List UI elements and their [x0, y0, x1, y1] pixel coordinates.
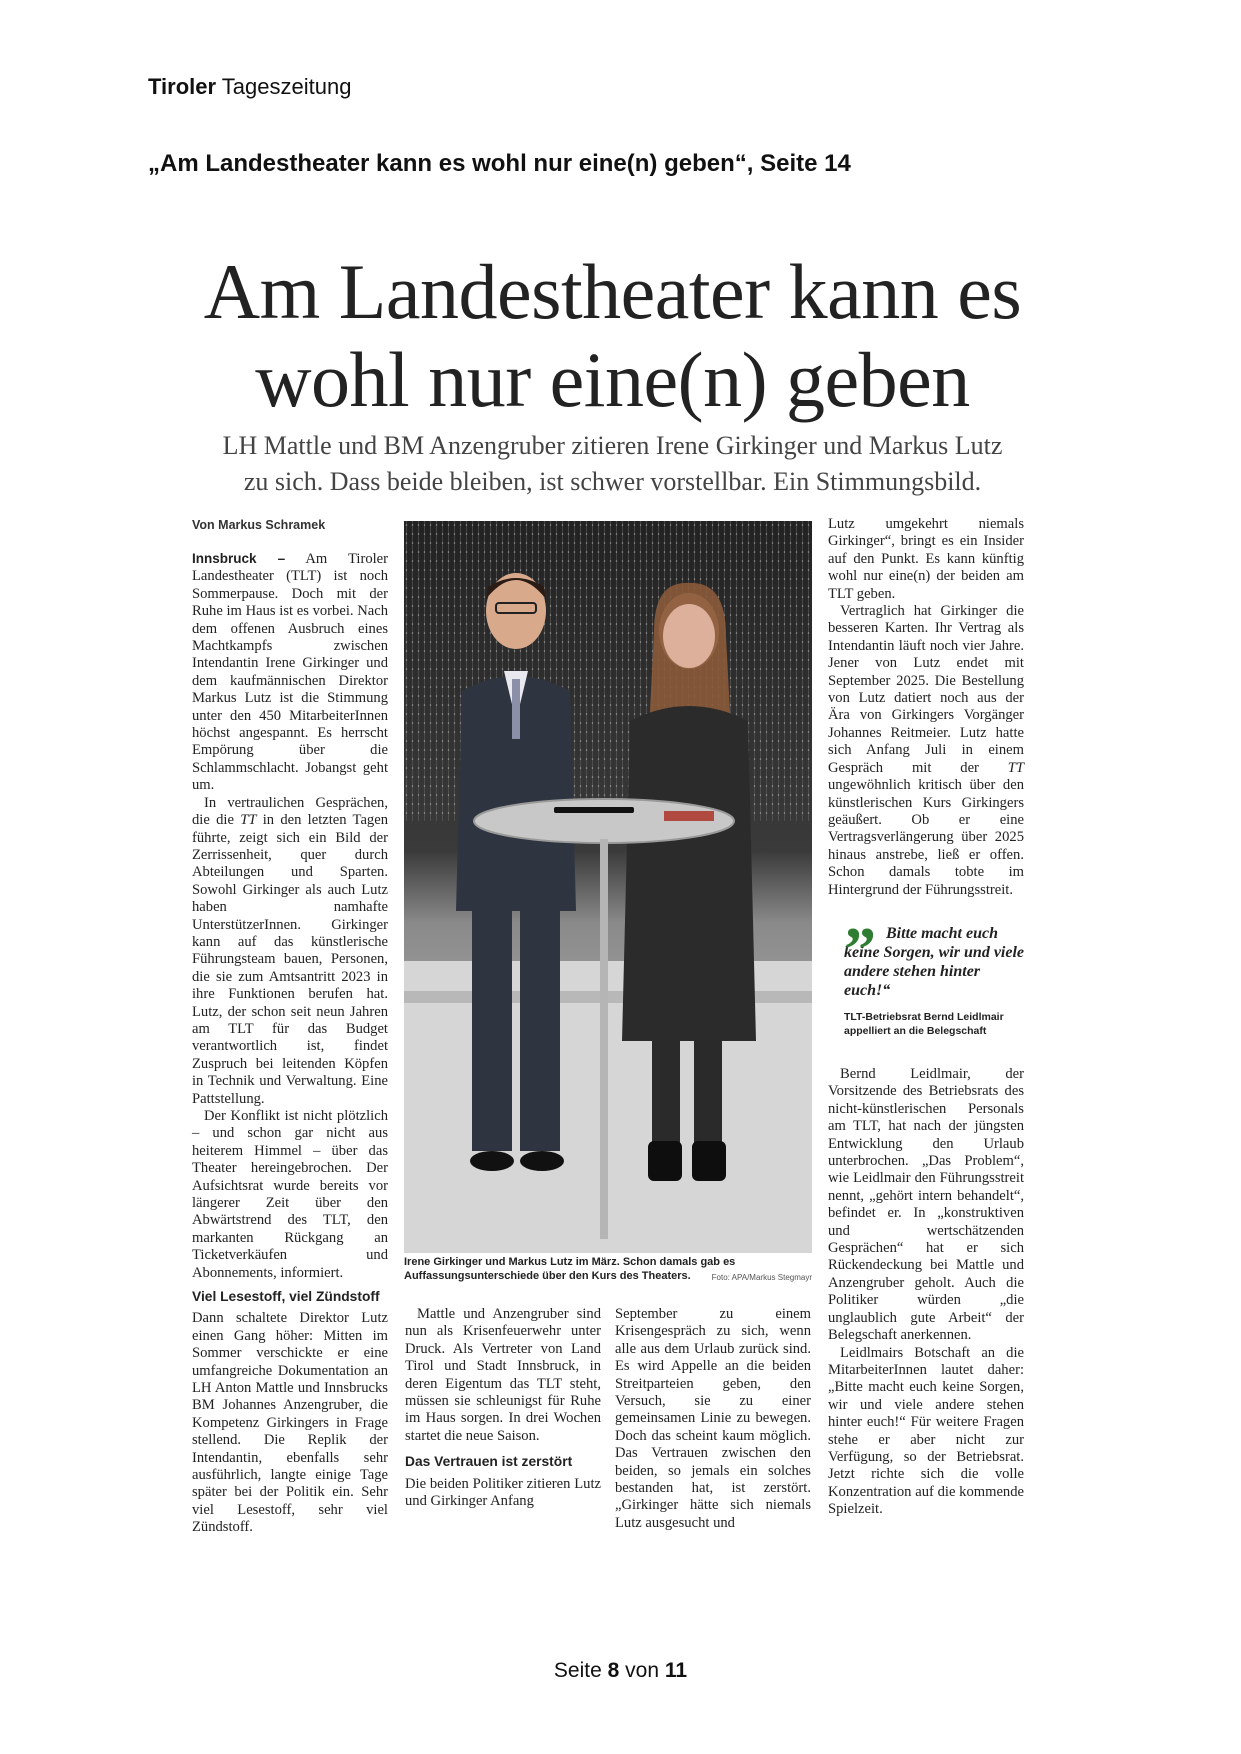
paragraph-9-text-a: Vertraglich hat Girkinger die besseren Karten. Ihr Vertrag als Intendantin läuft noch vier Jahre. Jener von Lutz endet mit September 2025. Die Bestellung von Lutz datiert noch aus der Ära von Girkingers Vorgänger Johannes Reitmeier. Lutz hatte sich Anfang Juli in einem Gespräch mit der [828, 603, 1024, 776]
page-number-prefix: Seite [553, 1659, 602, 1682]
article-column-1 [192, 550, 388, 1282]
page-number-middle: von [625, 1659, 660, 1682]
article-column-1-lower [192, 1280, 388, 1537]
article-column-4-lower [828, 1066, 1024, 1519]
paragraph-8: Lutz umgekehrt niemals Girkinger“, bringt es ein Insider auf den Punkt. Es kann künftig wohl nur eine(n) der beiden am TLT geben. [828, 516, 1024, 602]
photo-illustration [404, 521, 812, 1253]
paragraph-4: Dann schaltete Direktor Lutz einen Gang höher: Mitten im Sommer verschickte er eine umfangreiche Dokumentation an LH Anton Mattle und Innsbrucks BM Johannes Anzengruber, die Kompetenz Girkingers in Frage stellend. Die Replik der Intendantin, ebenfalls sehr ausführlich, langte einige Tage später bei der Politik ein. Sehr viel Lesestoff, sehr viel Zündstoff. [192, 1310, 388, 1536]
article-subheadline [175, 428, 1050, 500]
article-column-2 [405, 1306, 601, 1510]
subheading-lesestoff: Viel Lesestoff, viel Zündstoff [192, 1289, 380, 1304]
page-number-current: 8 [607, 1659, 620, 1682]
paragraph-2-tt: TT [240, 812, 257, 829]
paragraph-7: September zu einem Krisengespräch zu sich, wenn alle aus dem Urlaub zurück sind. Es wird Appelle an die beiden Streitparteien geben, den Versuch, sie zu einer gemeinsamen Linie zu bewegen. Doch das scheint kaum möglich. Das Vertrauen zwischen den beiden, so jemals ein solches bestanden hat, ist zerstört. „Girkinger hätte sich niemals Lutz ausgesucht und [615, 1306, 811, 1531]
publication-name [148, 74, 351, 100]
headline-line-1: Am Landestheater kann es [203, 248, 1022, 335]
byline: Von Markus Schramek [192, 518, 326, 532]
quote-mark-icon: ” [844, 914, 876, 985]
caption-text: Irene Girkinger und Markus Lutz im März. Schon damals gab es Auffassungsunterschiede über den Kurs des Theaters. [404, 1256, 736, 1282]
dateline: Innsbruck – [192, 551, 286, 566]
subheading-vertrauen: Das Vertrauen ist zerstört [405, 1454, 573, 1470]
quote-source [844, 1010, 1024, 1038]
paragraph-9-text-b: ungewöhnlich kritisch über den künstlerischen Kurs Girkingers geäußert. Ob er eine Vertragsverlängerung über 2025 hinaus anstrebe, ließ er offen. Schon damals tobte im Hintergrund der Führungsstreit. [828, 777, 1024, 898]
paragraph-5: Mattle und Anzengruber sind nun als Krisenfeuerwehr unter Druck. Als Vertreter von Land Tirol und Stadt Innsbruck, in deren Eigentum das TLT steht, müssen sie schleunigst für Ruhe im Haus sorgen. In drei Wochen startet die neue Saison. [405, 1306, 601, 1444]
paragraph-2 [192, 795, 388, 1108]
subheadline-line-2: zu sich. Dass beide bleiben, ist schwer vorstellbar. Ein Stimmungsbild. [243, 467, 982, 496]
paragraph-1 [192, 550, 388, 795]
publication-name-bold: Tiroler [148, 74, 217, 99]
article-reference: „Am Landestheater kann es wohl nur eine(n) geben“, Seite 14 [148, 150, 851, 177]
publication-name-rest: Tageszeitung [221, 74, 352, 99]
page-number [0, 1659, 1241, 1683]
article-photo [404, 521, 812, 1253]
paragraph-9-tt: TT [1007, 759, 1024, 776]
paragraph-2-text-a: In vertraulichen Gesprächen, die die [192, 794, 388, 829]
paragraph-3: Der Konflikt ist nicht plötzlich – und schon gar nicht aus heiterem Himmel – über das Theater hereingebrochen. Der Aufsichtsrat wurde bereits vor längerer Zeit über den Abwärtstrend des TLT, den markanten Rückgang an Ticketverkäufen und Abonnements, informiert. [192, 1108, 388, 1281]
article-headline [160, 248, 1065, 424]
paragraph-9 [828, 603, 1024, 899]
paragraph-1-text: Am Tiroler Landestheater (TLT) ist noch Sommerpause. Doch mit der Ruhe im Haus ist es vorbei. Nach dem offenen Ausbruch eines Machtkampfs zwischen Intendantin Irene Girkinger und dem kaufmännischen Direktor Markus Lutz ist die Stimmung unter den 450 MitarbeiterInnen höchst angespannt. Es herrscht Empörung über die Schlammschlacht. Jobangst geht um. [192, 551, 389, 794]
paragraph-2-text-b: in den letzten Tagen führte, zeigt sich ein Bild der Zerrissenheit, quer durch Abteilungen und Sparten. Sowohl Girkinger als auch Lutz haben namhafte UnterstützerInnen. Girkinger kann auf das künstlerische Führungsteam bauen, Personen, die sie zum Amtsantritt 2023 in ihre Funktionen berufen hat. Lutz, der schon seit neun Jahren am TLT für das Budget verantwortlich ist, findet Zuspruch bei leitenden Köpfen in Technik und Verwaltung. Eine Pattstellung. [192, 812, 388, 1107]
pull-quote [844, 914, 1025, 1038]
headline-line-2: wohl nur eine(n) geben [255, 336, 970, 423]
photo-caption [404, 1255, 812, 1285]
page-number-total: 11 [664, 1659, 688, 1682]
paragraph-11: Leidlmairs Botschaft an die MitarbeiterInnen lautet daher: „Bitte macht euch keine Sorgen, wir und viele andere stehen hinter euch!“ Für weitere Fragen stehe er aber nicht zur Verfügung, so der Betriebsrat. Jetzt richte sich die volle Konzentration auf die kommende Spielzeit. [828, 1344, 1024, 1518]
quote-source-line-2: appelliert an die Belegschaft [844, 1025, 987, 1037]
article-column-3 [615, 1306, 811, 1532]
quote-source-line-1: TLT-Betriebsrat Bernd Leidlmair [844, 1011, 1004, 1023]
photo-credit: Foto: APA/Markus Stegmayr [711, 1273, 812, 1282]
article-column-4-upper [828, 516, 1024, 899]
paragraph-10: Bernd Leidlmair, der Vorsitzende des Betriebsrats des nicht-künstlerischen Personals am TLT, hat nach der jüngsten Entwicklung den Urlaub unterbrochen. „Das Problem“, wie Leidlmair den Führungsstreit nennt, „gehört intern behandelt“, befindet er. In „konstruktiven und wertschätzenden Gesprächen“ hat er sich Rückendeckung bei Mattle und Anzengruber geholt. Auch die Politiker würden „die unglaublich gute Arbeit“ der Belegschaft anerkennen. [828, 1066, 1024, 1344]
paragraph-6: Die beiden Politiker zitieren Lutz und Girkinger Anfang [405, 1475, 601, 1510]
quote-text: Bitte macht euch keine Sorgen, wir und viele andere stehen hinter euch!“ [844, 925, 1025, 999]
subheadline-line-1: LH Mattle und BM Anzengruber zitieren Irene Girkinger und Markus Lutz [222, 431, 1003, 460]
